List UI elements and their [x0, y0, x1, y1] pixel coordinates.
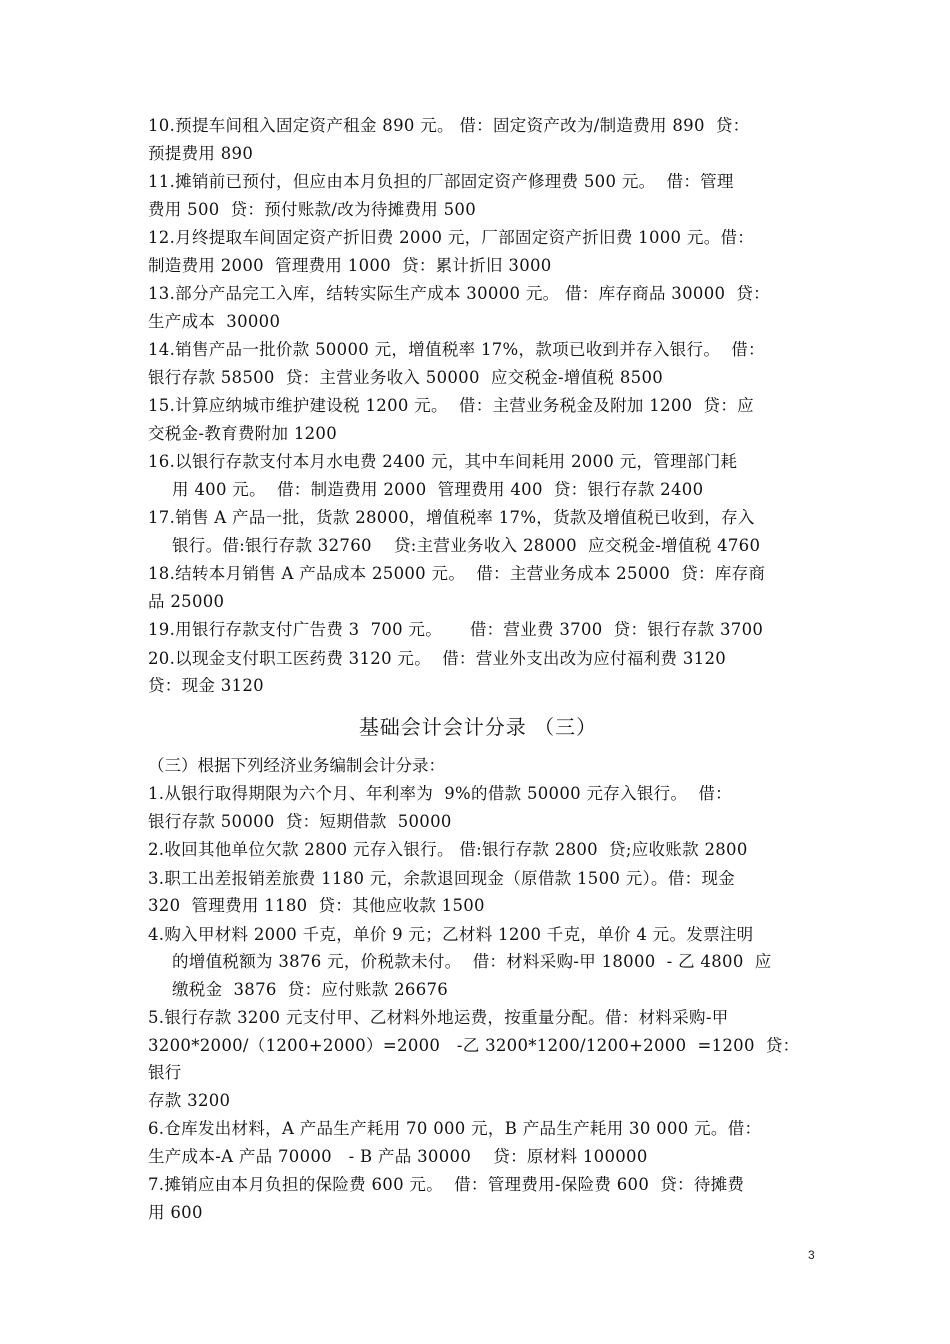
entry-line: 17.销售 A 产品一批，货款 28000，增值税率 17%，货款及增值税已收到，存入: [148, 508, 755, 527]
section-title: 基础会计会计分录 （三）: [358, 714, 598, 739]
entry-line: 320 管理费用 1180 贷：其他应收款 1500: [148, 896, 485, 915]
entry-line: 银行存款 50000 贷：短期借款 50000: [148, 811, 452, 831]
entry-list-b: [148, 780, 808, 1226]
entry-line: 13.部分产品完工入库，结转实际生产成本 30000 元。 借：库存商品 30000 贷：: [148, 284, 770, 303]
journal-entry: [148, 280, 808, 335]
journal-entry: [148, 1115, 808, 1170]
entry-line: 15.计算应纳城市维护建设税 1200 元。 借：主营业务税金及附加 1200 贷：应: [148, 396, 754, 415]
entry-line: 10.预提车间租入固定资产租金 890 元。 借：固定资产改为/制造费用 890 贷：: [148, 116, 750, 135]
entry-line: 品 25000: [148, 591, 225, 611]
journal-entry: [148, 780, 808, 835]
entry-line: 7.摊销应由本月负担的保险费 600 元。 借：管理费用-保险费 600 贷：待摊费: [148, 1175, 745, 1194]
entry-line: 6.仓库发出材料，A 产品生产耗用 70 000 元，B 产品生产耗用 30 000 元。借：: [148, 1119, 762, 1138]
entry-line: 交税金-教育费附加 1200: [148, 423, 338, 443]
entry-line: 银行存款 58500 贷：主营业务收入 50000 应交税金-增值税 8500: [148, 367, 664, 387]
page-number: 3: [808, 1248, 815, 1262]
entry-line: 的增值税额为 3876 元，价税款未付。 借：材料采购-甲 18000 - 乙 4800 应: [172, 952, 772, 971]
entry-line: 11.摊销前已预付，但应由本月负担的厂部固定资产修理费 500 元。 借：管理: [148, 172, 734, 191]
entry-line: 2.收回其他单位欠款 2800 元存入银行。 借:银行存款 2800 贷;应收账款 2800: [148, 840, 748, 859]
entry-line: 5.银行存款 3200 元支付甲、乙材料外地运费，按重量分配。借：材料采购-甲: [148, 1008, 729, 1027]
journal-entry: [148, 836, 808, 864]
entry-line: 银行。借:银行存款 32760 贷:主营业务收入 28000 应交税金-增值税 4760: [172, 535, 761, 555]
journal-entry: [148, 168, 808, 223]
entry-line: 缴税金 3876 贷：应付账款 26676: [172, 979, 449, 999]
entry-line: 14.销售产品一批价款 50000 元，增值税率 17%，款项已收到并存入银行。 借：: [148, 340, 765, 359]
entry-line: 生产成本-A 产品 70000 - B 产品 30000 贷：原材料 100000: [148, 1146, 648, 1166]
entry-line: 贷：现金 3120: [148, 676, 264, 695]
entry-line: 18.结转本月销售 A 产品成本 25000 元。 借：主营业务成本 25000 贷：库存商: [148, 564, 766, 583]
entry-line: 生产成本 30000: [148, 311, 281, 331]
journal-entry: [148, 112, 808, 167]
journal-entry: [148, 224, 808, 279]
journal-entry: [148, 392, 808, 447]
document-page: [148, 112, 808, 1227]
entry-line: 4.购入甲材料 2000 千克，单价 9 元；乙材料 1200 千克，单价 4 元。发票注明: [148, 924, 754, 944]
entry-line: 存款 3200: [148, 1090, 231, 1110]
entry-line: 12.月终提取车间固定资产折旧费 2000 元，厂部固定资产折旧费 1000 元。借：: [148, 228, 755, 247]
entry-line: 用 400 元。 借：制造费用 2000 管理费用 400 贷：银行存款 2400: [172, 479, 704, 499]
journal-entry: [148, 645, 808, 700]
journal-entry: [148, 1171, 808, 1226]
entry-line: 制造费用 2000 管理费用 1000 贷：累计折旧 3000: [148, 255, 552, 275]
journal-entry: [148, 1004, 808, 1114]
entry-line: 16.以银行存款支付本月水电费 2400 元，其中车间耗用 2000 元，管理部门耗: [148, 452, 738, 471]
journal-entry: [148, 865, 808, 920]
section-intro: （三）根据下列经济业务编制会计分录：: [148, 755, 445, 775]
entry-line: 20.以现金支付职工医药费 3120 元。 借：营业外支出改为应付福利费 3120: [148, 648, 727, 668]
entry-line: 预提费用 890: [148, 143, 254, 163]
journal-entry: [148, 560, 808, 615]
journal-entry: [148, 504, 808, 559]
journal-entry: [148, 336, 808, 391]
entry-line: 3200*2000/（1200+2000）=2000 -乙 3200*1200/1200+2000 =1200 贷：银行: [148, 1035, 800, 1082]
journal-entry: [148, 921, 808, 1004]
entry-line: 19.用银行存款支付广告费 3 700 元。 借：营业费 3700 贷：银行存款 3700: [148, 620, 764, 639]
journal-entry: [148, 448, 808, 503]
entry-line: 1.从银行取得期限为六个月、年利率为 9%的借款 50000 元存入银行。 借：: [148, 784, 732, 803]
journal-entry: [148, 616, 808, 644]
entry-list-a: [148, 112, 808, 700]
entry-line: 费用 500 贷：预付账款/改为待摊费用 500: [148, 199, 477, 219]
entry-line: 3.职工出差报销差旅费 1180 元，余款退回现金（原借款 1500 元）。借：现金: [148, 868, 736, 888]
entry-line: 用 600: [148, 1202, 203, 1222]
